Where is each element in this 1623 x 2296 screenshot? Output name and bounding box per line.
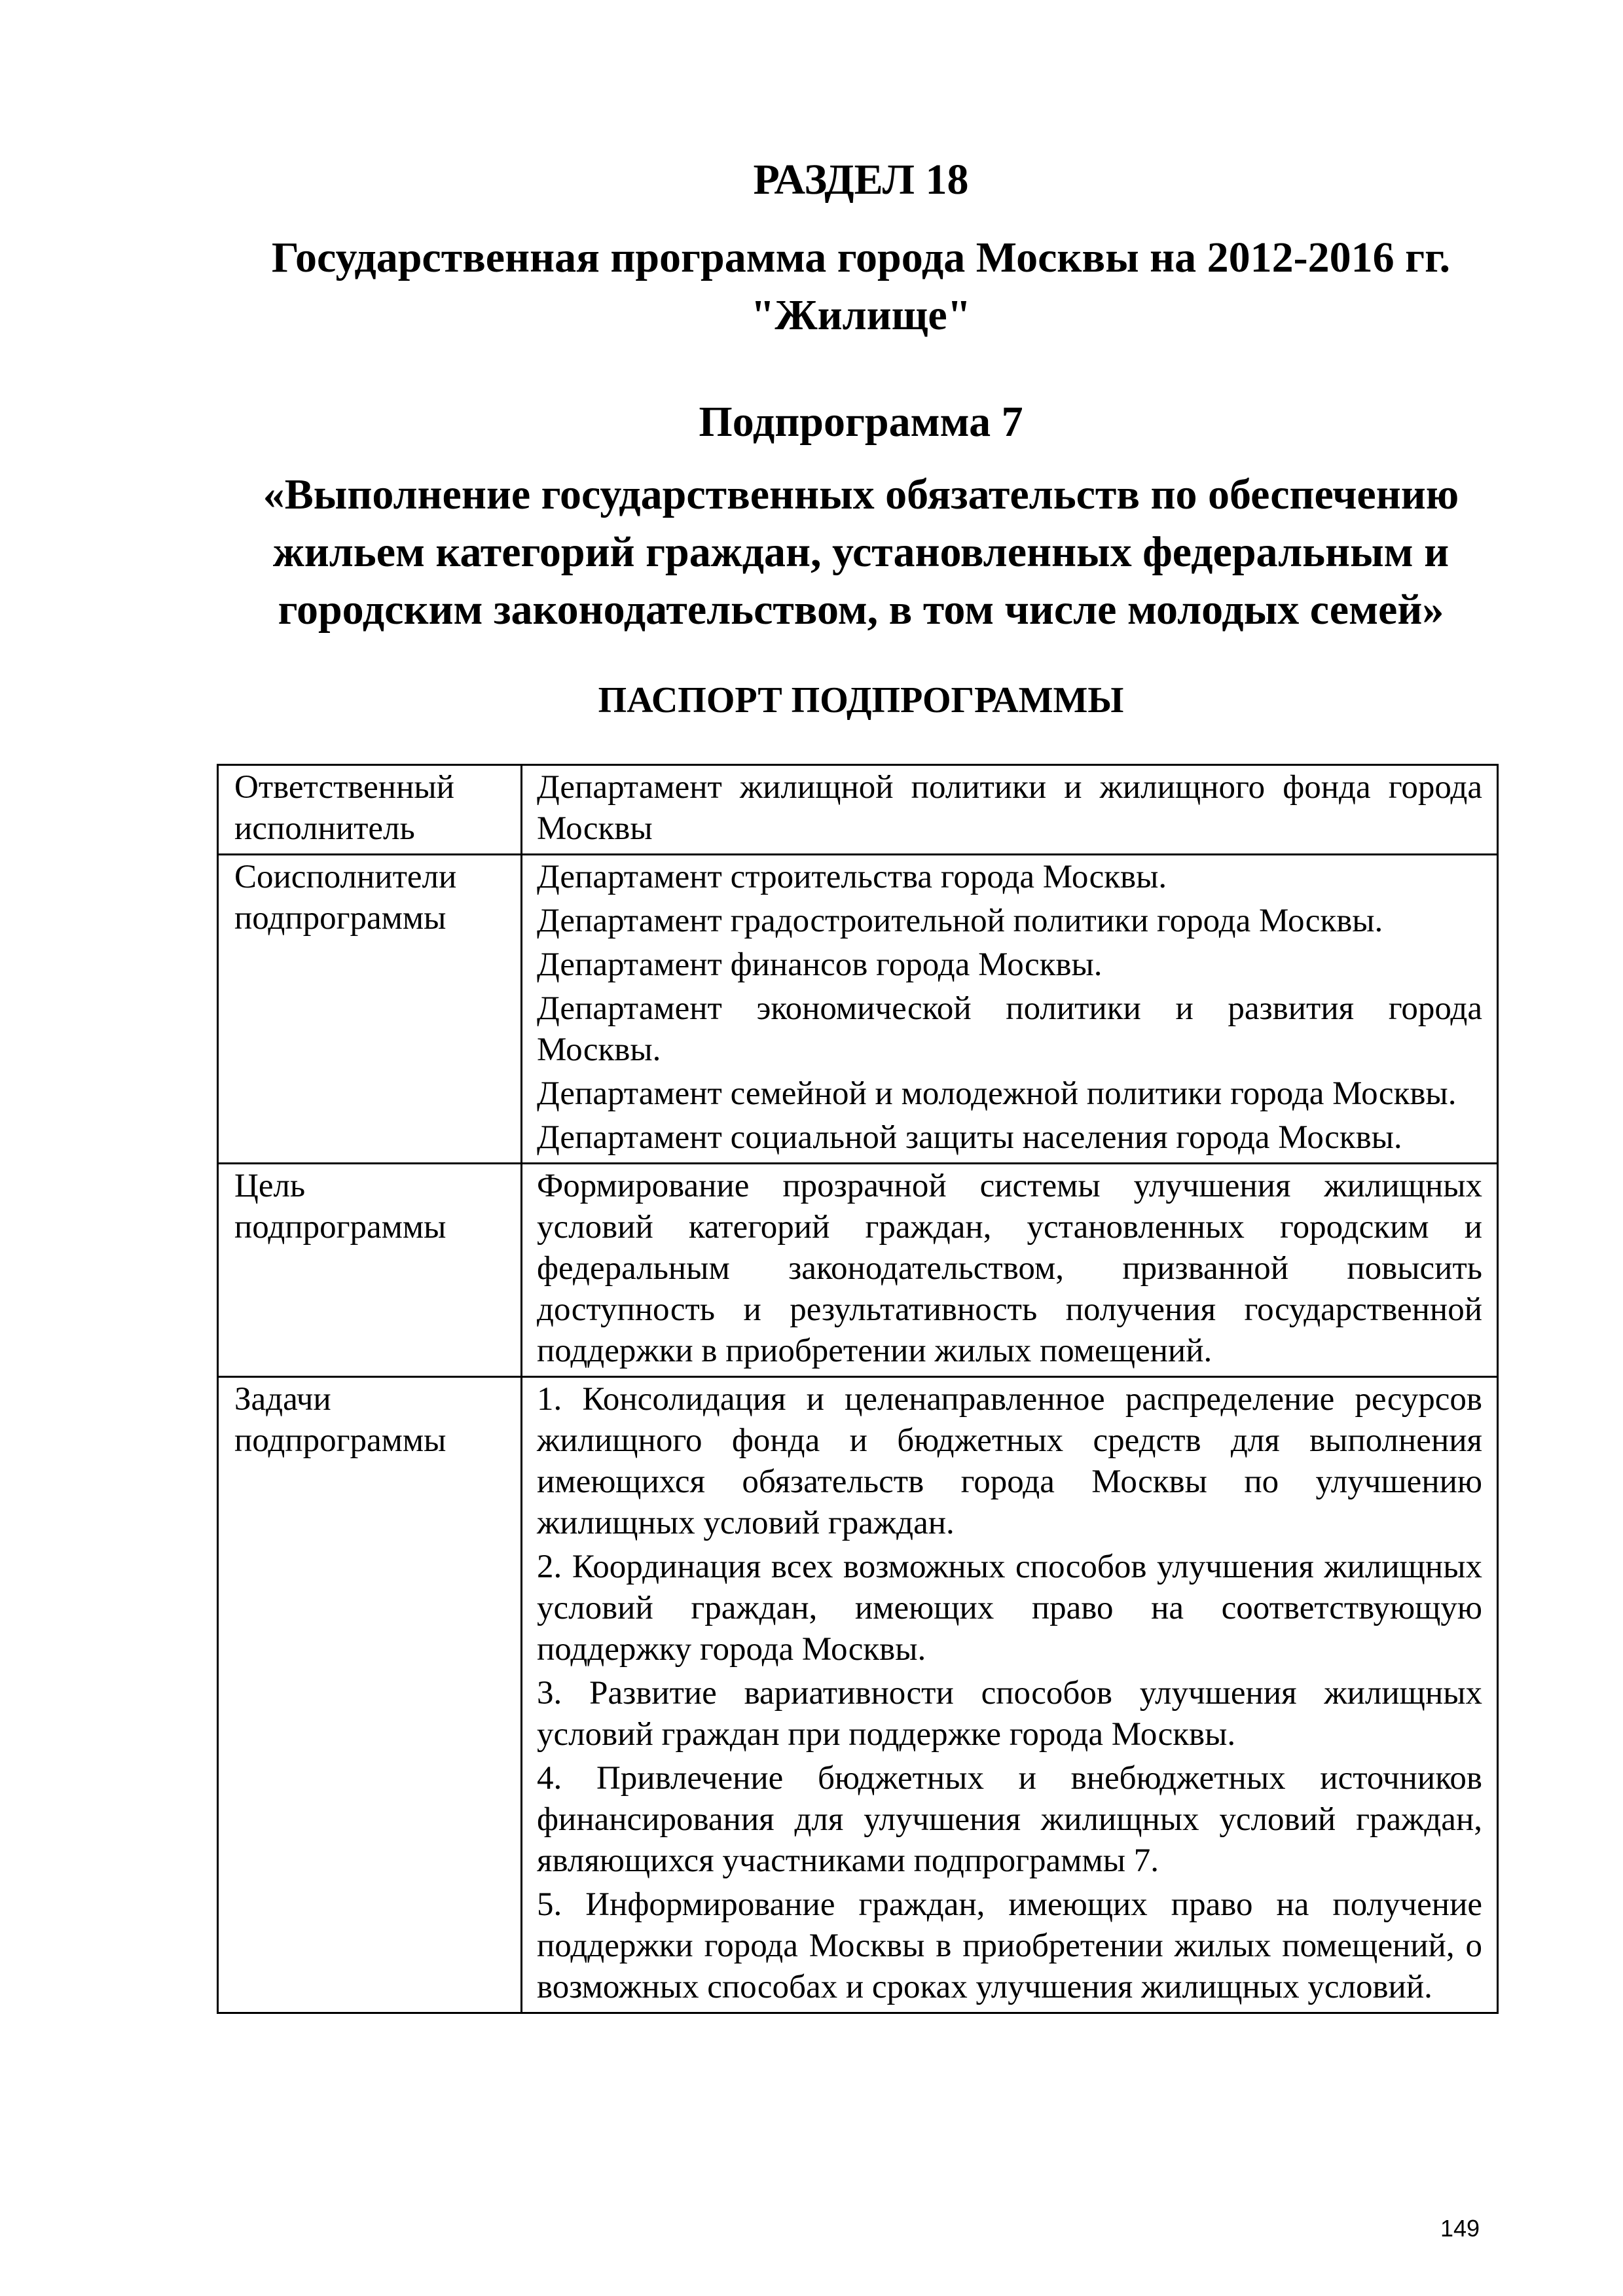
row-value	[522, 1377, 1498, 2013]
row-paragraph: Департамент строительства города Москвы.	[537, 859, 1167, 895]
row-value	[522, 855, 1498, 1164]
row-value	[522, 1164, 1498, 1377]
row-label: Соисполнители подпрограммы	[218, 855, 522, 1164]
row-paragraph: 2. Координация всех возможных способов улучшения жилищных условий граждан, имеющих право на соответствующую поддержку города Москвы.	[537, 1549, 1482, 1668]
row-paragraph: 5. Информирование граждан, имеющих право на получение поддержки города Москвы в приобретении жилых помещений, о возможных способах и сроках улучшения жилищных условий.	[537, 1886, 1482, 2005]
row-paragraph: 1. Консолидация и целенаправленное распределение ресурсов жилищного фонда и бюджетных средств для выполнения имеющихся обязательств города Москвы по улучшению жилищных условий граждан.	[537, 1381, 1482, 1541]
program-title-line-2: "Жилище"	[750, 291, 972, 339]
row-paragraph: Департамент экономической политики и развития города Москвы.	[537, 990, 1482, 1068]
table-row-responsible-executor	[218, 765, 1498, 855]
subprogram-name-line-3: городским законодательством, в том числе молодых семей»	[278, 586, 1444, 634]
row-label: Задачи подпрограммы	[218, 1377, 522, 2013]
program-title	[216, 229, 1506, 344]
row-value	[522, 765, 1498, 855]
row-paragraph: Департамент социальной защиты населения города Москвы.	[537, 1119, 1402, 1156]
row-paragraph: Департамент семейной и молодежной политики города Москвы.	[537, 1075, 1457, 1112]
row-label: Цель подпрограммы	[218, 1164, 522, 1377]
row-paragraph: Формирование прозрачной системы улучшения жилищных условий категорий граждан, установленных городским и федеральным законодательством, призванной повысить доступность и результативность получения государственной поддержки в приобретении жилых помещений.	[537, 1168, 1482, 1369]
subprogram-number-text: Подпрограмма 7	[699, 398, 1023, 446]
row-paragraph: Департамент градостроительной политики города Москвы.	[537, 903, 1383, 939]
page-number: 149	[1440, 2215, 1480, 2242]
subprogram-name-line-1: «Выполнение государственных обязательств по обеспечению	[263, 471, 1459, 518]
row-label: Ответственный исполнитель	[218, 765, 522, 855]
table-row-tasks	[218, 1377, 1498, 2013]
passport-title-text: ПАСПОРТ ПОДПРОГРАММЫ	[598, 680, 1124, 721]
program-title-line-1: Государственная программа города Москвы на 2012-2016 гг.	[271, 234, 1451, 281]
row-paragraph: Департамент финансов города Москвы.	[537, 946, 1103, 983]
passport-title	[216, 674, 1506, 726]
subprogram-name	[216, 466, 1506, 639]
table-row-goal	[218, 1164, 1498, 1377]
subprogram-number	[216, 393, 1506, 452]
subprogram-name-line-2: жильем категорий граждан, установленных федеральным и	[272, 528, 1450, 576]
table-row-co-executors	[218, 855, 1498, 1164]
passport-table	[217, 764, 1499, 2014]
row-paragraph: 4. Привлечение бюджетных и внебюджетных источников финансирования для улучшения жилищных условий граждан, являющихся участниками подпрограммы 7.	[537, 1760, 1482, 1879]
section-title	[216, 151, 1506, 209]
row-paragraph: 3. Развитие вариативности способов улучшения жилищных условий граждан при поддержке города Москвы.	[537, 1675, 1482, 1753]
row-paragraph: Департамент жилищной политики и жилищного фонда города Москвы	[537, 769, 1482, 847]
section-title-text: РАЗДЕЛ 18	[753, 156, 969, 204]
